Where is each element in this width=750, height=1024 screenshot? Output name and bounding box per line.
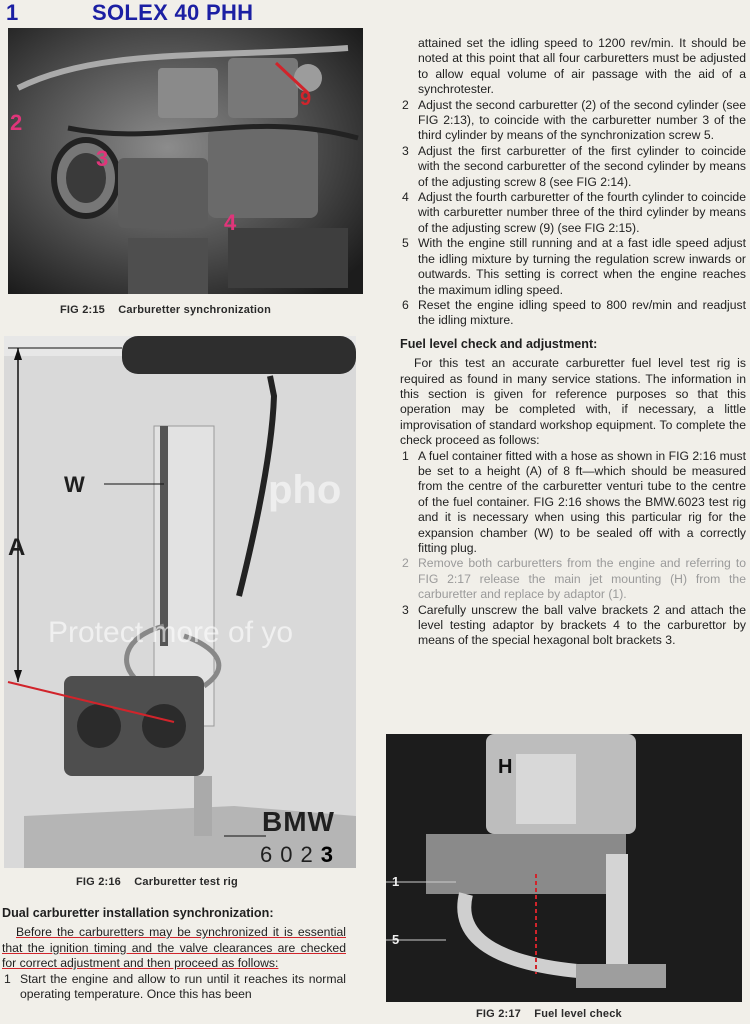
fig-2-17-photo	[386, 734, 742, 1002]
step-number: 5	[402, 236, 409, 251]
step-text: Start the engine and allow to run until it reaches its normal operating temperature. Once this has been	[20, 971, 346, 1002]
step-text: With the engine still running and at a fast idle speed adjust the idling mixture by turning the regulation screw inwards or outwards. This setting is correct when the engine reaches the maximum idling speed.	[418, 236, 746, 297]
step-text: Carefully unscrew the ball valve brackets 2 and attach the level testing adaptor by brackets 4 to the carburettor by means of the special hexagonal bolt brackets 3.	[418, 602, 746, 648]
section-heading: Dual carburetter installation synchronization:	[2, 906, 274, 920]
step-text: Remove both carburetters from the engine and referring to FIG 2:17 release the main jet mounting (H) from the carburetter and replace by adaptor (1).	[418, 556, 746, 602]
step-text: Adjust the fourth carburetter of the fourth cylinder to coincide with carburetter number three of the third cylinder by means of the adjusting screw (9) (see FIG 2:15).	[418, 190, 746, 235]
label-h: H	[498, 756, 513, 778]
fig-number: FIG 2:17	[476, 1008, 522, 1020]
fig-2-15-photo	[8, 28, 363, 294]
label-5: 5	[392, 932, 400, 947]
step-item	[400, 603, 746, 649]
step-text: Adjust the second carburetter (2) of the second cylinder (see FIG 2:13), to coincide with the carburetter number 3 of the third cylinder by means of the synchronization screw 5.	[418, 97, 746, 143]
intro-paragraph: attained set the idling speed to 1200 rev/min. It should be noted at this point that all four carburetters must be adjusted to allow equal volume of air passage with the aid of a synchrotester.	[418, 36, 746, 97]
page-number: 1	[6, 0, 19, 25]
label-w: W	[64, 472, 85, 497]
step-number: 4	[402, 190, 409, 205]
step-number: 6	[402, 297, 409, 312]
step-item	[400, 556, 746, 602]
test-rig-illustration	[4, 336, 356, 868]
fuel-level-intro: For this test an accurate carburetter fuel level test rig is required as found in many service stations. The information in this section is given for reference purposes so that this operation may be completed with, if necessary, a little improvisation of standard workshop equipment. To complete the check proceed as follows:	[400, 356, 746, 448]
label-a: A	[8, 534, 26, 561]
step-text: Reset the engine idling speed to 800 rev/min and readjust the idling mixture.	[418, 297, 746, 328]
step-item	[400, 298, 746, 329]
step-number: 1	[4, 971, 11, 986]
fig-number: FIG 2:16	[76, 876, 122, 888]
step-number: 3	[402, 602, 409, 617]
caption-text: Carburetter test rig	[134, 876, 238, 888]
fig-2-15-caption	[60, 304, 271, 316]
label-2: 2	[10, 110, 23, 135]
step-item	[400, 236, 746, 298]
rig-model-digits: 602	[260, 842, 321, 867]
step-number: 3	[402, 143, 409, 158]
watermark-top: pho	[268, 468, 342, 512]
watermark-bottom: Protect more of yo	[48, 616, 294, 649]
fuel-level-heading: Fuel level check and adjustment:	[400, 336, 598, 351]
fig-2-17-caption	[476, 1008, 622, 1020]
label-1: 1	[392, 874, 400, 889]
page-title: SOLEX 40 PHH	[92, 0, 254, 25]
step-item	[400, 98, 746, 144]
step-item	[400, 190, 746, 236]
dual-carb-section	[2, 906, 346, 1002]
rig-model	[260, 842, 341, 868]
rig-model-last-digit: 3	[320, 842, 341, 867]
step-number: 1	[402, 448, 409, 463]
caption-text: Carburetter synchronization	[118, 304, 271, 316]
label-9: 9	[300, 88, 312, 110]
fig-2-16-caption	[76, 876, 238, 888]
right-column	[400, 36, 746, 649]
step-item	[2, 972, 346, 1003]
step-number: 2	[402, 97, 409, 112]
engine-photo-illustration	[8, 28, 363, 294]
step-number: 2	[402, 556, 409, 571]
step-item	[400, 144, 746, 190]
label-4: 4	[224, 210, 237, 235]
fig-2-16-photo	[4, 336, 356, 868]
fuel-level-illustration	[386, 734, 742, 1002]
label-3: 3	[96, 146, 109, 171]
caption-text: Fuel level check	[534, 1008, 622, 1020]
step-text: A fuel container fitted with a hose as shown in FIG 2:16 must be set to a height (A) of 8 ft—which should be measured from the centre of the carburetter venturi tube to the centre of the fuel container. FIG 2:16 shows the BMW.6023 test rig and it is necessary when using this particular rig for the expansion chamber (W) to be sealed off with a correctly fitting plug.	[418, 448, 746, 555]
step-text: Adjust the first carburetter of the first cylinder to coincide with the second carburetter of the second cylinder by means of the adjusting screw 8 (see FIG 2:14).	[418, 143, 746, 189]
section-intro: Before the carburetters may be synchronized it is essential that the ignition timing and the valve clearances are checked for correct adjustment and then proceed as follows:	[2, 925, 346, 971]
rig-brand: BMW	[262, 806, 335, 837]
fig-number: FIG 2:15	[60, 304, 106, 316]
step-item	[400, 449, 746, 557]
